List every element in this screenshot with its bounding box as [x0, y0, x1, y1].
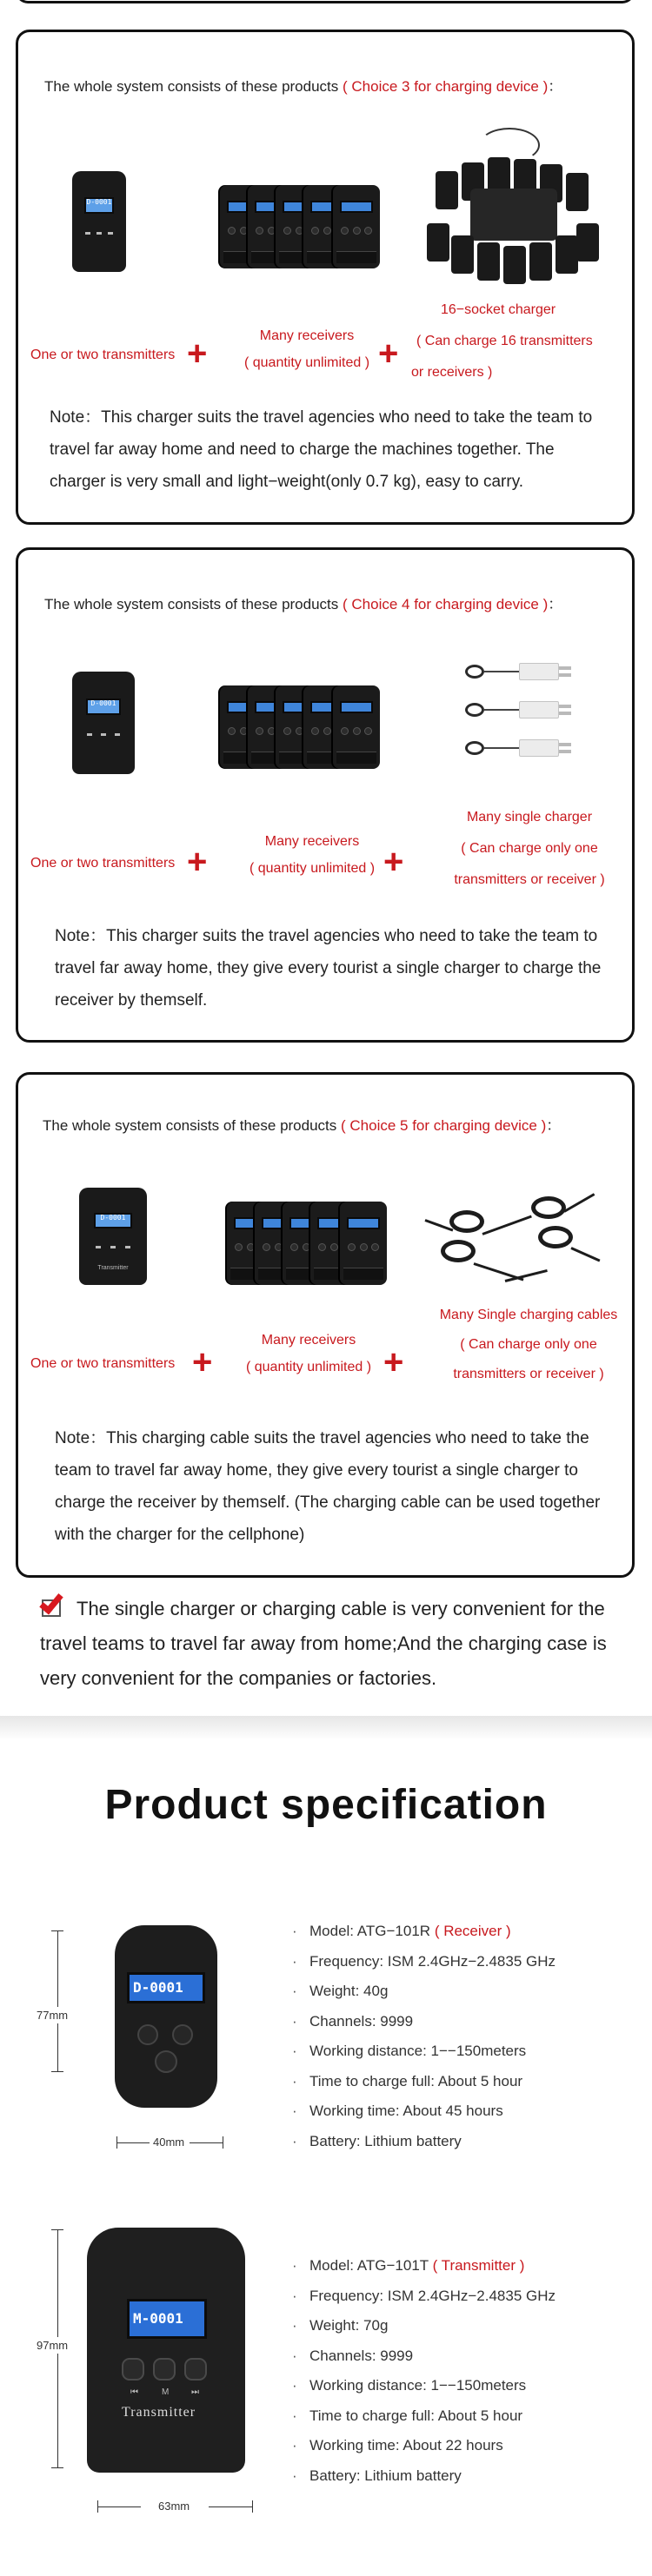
panel-note: Note：This charger suits the travel agencies who need to take the team to travel far away home, they give every tourist a single charger to charge the receiver by themself.: [55, 927, 602, 1010]
charger-label: Many Single charging cables ( Can charge only one transmitters or receiver ): [439, 1308, 618, 1381]
spec-item: · Working distance: 1−−150meters: [292, 2043, 527, 2059]
transmitter-device-image: M-0001 ⏮ M ⏭ Transmitter: [87, 2228, 245, 2473]
spec-item: · Time to charge full: About 5 hour: [292, 2072, 523, 2089]
spec-item: · Working time: About 22 hours: [292, 2437, 503, 2453]
transmitters-label: One or two transmitters: [30, 856, 176, 871]
plus-sign: +: [378, 334, 399, 373]
transmitter-spec-list: [292, 2251, 556, 2491]
16-socket-charger-image: [427, 128, 601, 293]
plus-sign: +: [187, 334, 208, 373]
single-chargers-image: [465, 663, 587, 767]
spec-item-model: · Model: ATG−101T ( Transmitter ): [292, 2257, 525, 2274]
receiver-spec-list: [292, 1917, 556, 2156]
panel-heading: The whole system consists of these products ( Choice 3 for charging device )：: [44, 78, 563, 95]
spec-item: · Battery: Lithium battery: [292, 2467, 462, 2484]
panel-note: Note：This charging cable suits the travel agencies who need to take the team to travel far away home, they give every tourist a single charger to charge the receiver by themself. (The charging cable can be used together with the charger for the cellphone): [55, 1429, 601, 1544]
transmitter-image: D-0001: [72, 672, 135, 774]
spec-item-model: · Model: ATG−101R ( Receiver ): [292, 1923, 511, 1939]
spec-item: · Time to charge full: About 5 hour: [292, 2407, 523, 2424]
receivers-image: [220, 685, 385, 769]
spec-item: · Frequency: ISM 2.4GHz−2.4835 GHz: [292, 2287, 556, 2304]
panel-note: Note：This charger suits the travel agencies who need to take the team to travel far away home and need to charge the machines together. The charger is very small and light−weight(only 0.7 kg), easy to carry.: [50, 408, 593, 491]
plus-sign: +: [383, 1343, 404, 1381]
red-checkmark-icon: [40, 1593, 75, 1619]
receivers-label: Many receivers ( quantity unlimited ): [243, 328, 370, 370]
receiver-device-image: D-0001: [115, 1925, 217, 2108]
plus-sign: +: [383, 843, 404, 881]
receivers-image: [220, 185, 385, 268]
spec-item: · Channels: 9999: [292, 2347, 414, 2364]
previous-panel-edge: [16, 0, 635, 3]
transmitters-label: One or two transmitters: [30, 1356, 176, 1371]
spec-item: · Channels: 9999: [292, 2012, 414, 2030]
section-divider: [0, 1716, 652, 1740]
choice-5-panel: [16, 1072, 635, 1578]
plus-sign: +: [192, 1343, 213, 1381]
transmitters-label: One or two transmitters: [30, 348, 176, 362]
spec-item: · Weight: 40g: [292, 1983, 389, 1999]
choice-3-panel: [16, 30, 635, 525]
summary-note: The single charger or charging cable is very convenient for the travel teams to travel far away from home;And the charging case is very convenient for the companies or factories.: [40, 1592, 631, 1696]
transmitter-image: D-0001 Transmitter: [79, 1188, 147, 1285]
plus-sign: +: [187, 843, 208, 881]
spec-item: · Working time: About 45 hours: [292, 2103, 503, 2119]
transmitter-image: D-0001: [72, 171, 126, 272]
panel-heading: The whole system consists of these products ( Choice 5 for charging device )：: [43, 1117, 562, 1134]
receivers-image: [227, 1202, 392, 1285]
charger-label: 16−socket charger ( Can charge 16 transmitters or receivers ): [411, 302, 593, 380]
receivers-label: Many receivers ( quantity unlimited ): [249, 834, 376, 876]
charger-label: Many single charger ( Can charge only one transmitters or receiver ): [454, 810, 605, 887]
choice-4-panel: [16, 547, 635, 1043]
spec-title: Product specification: [104, 1782, 548, 1828]
charging-cables-image: [418, 1184, 609, 1297]
spec-item: · Weight: 70g: [292, 2317, 389, 2334]
panel-heading: The whole system consists of these products ( Choice 4 for charging device )：: [44, 596, 563, 613]
spec-item: · Battery: Lithium battery: [292, 2132, 462, 2149]
spec-item: · Working distance: 1−−150meters: [292, 2377, 527, 2394]
receivers-label: Many receivers ( quantity unlimited ): [245, 1333, 372, 1374]
spec-item: · Frequency: ISM 2.4GHz−2.4835 GHz: [292, 1952, 556, 1970]
